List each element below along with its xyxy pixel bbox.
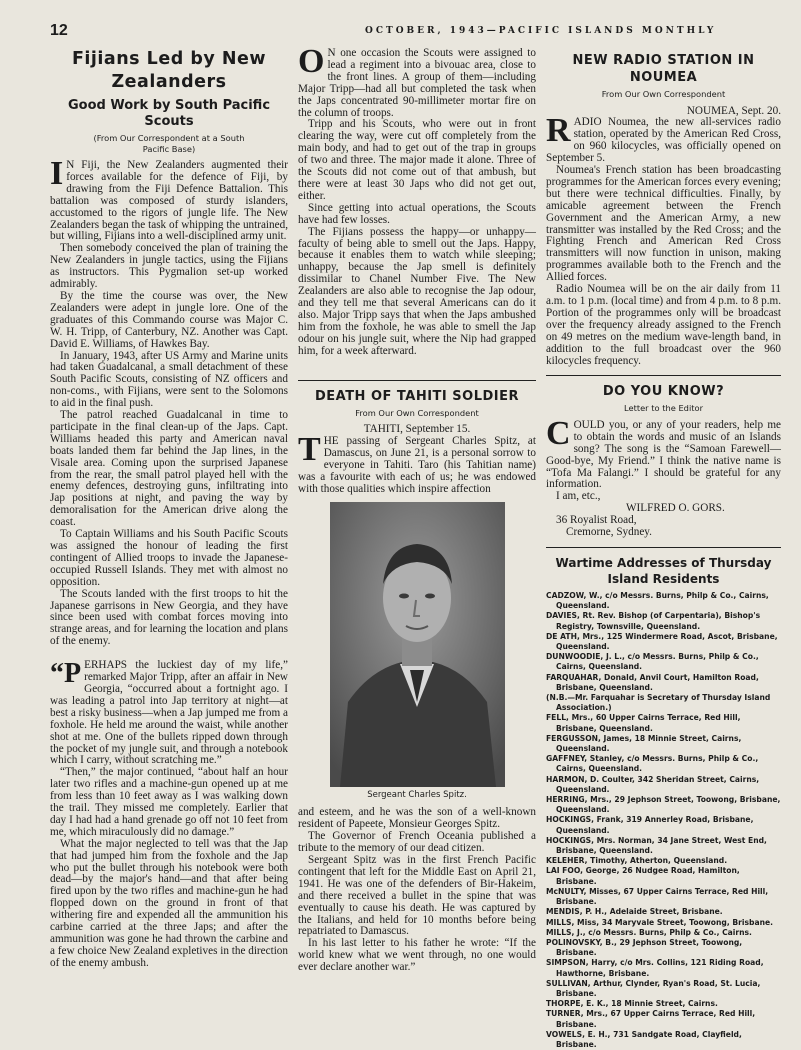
section-rule xyxy=(298,380,536,381)
radio-headline: NEW RADIO STATION IN NOUMEA xyxy=(572,53,755,85)
address-entry: (N.B.—Mr. Farquahar is Secretary of Thursday Island Association.) xyxy=(546,693,771,713)
page-number: 12 xyxy=(50,22,68,39)
tahiti-paragraphs xyxy=(298,831,536,974)
drop-cap: R xyxy=(546,112,571,150)
thursday-headline: Wartime Addresses of Thursday Island Residents xyxy=(555,556,772,586)
address-entry: SULLIVAN, Arthur, Clynder, Ryan's Road, St. Lucia, Brisbane. xyxy=(546,978,761,998)
address-entry: DE ATH, Mrs., 125 Windermere Road, Ascot, Brisbane, Queensland. xyxy=(546,631,778,652)
paragraph: Sergeant Spitz was in the first French Pacific contingent that left for the Middle East on April 21, 1941. He was one of the defenders of Bir-Hakeim, and there received a bullet in the spine that was eventually to cause his death. He was captured by the Italians, and held for 10 months before being repatriated to Damascus. xyxy=(298,854,536,938)
drop-cap: C xyxy=(546,414,571,452)
section-rule xyxy=(546,547,781,548)
paragraph: In his last letter to his father he wrote: “If the world knew what we went through, no one would ever declare another war.” xyxy=(298,937,536,974)
address-list xyxy=(546,591,781,1050)
address-entry: THORPE, E. K., 18 Minnie Street, Cairns. xyxy=(546,999,718,1009)
page-header xyxy=(0,0,801,46)
address-entry: LAI FOO, George, 26 Nudgee Road, Hamilton, Brisbane. xyxy=(546,866,740,886)
radio-byline: From Our Own Correspondent xyxy=(601,89,726,99)
radio-paragraphs xyxy=(546,165,781,367)
drop-cap: I xyxy=(50,155,64,192)
tahiti-byline: From Our Own Correspondent xyxy=(355,407,479,418)
know-headline: DO YOU KNOW? xyxy=(602,384,725,400)
address-entry: FERGUSSON, James, 18 Minnie Street, Cairns, Queensland. xyxy=(546,733,742,754)
fijians-cont-paragraphs xyxy=(298,119,536,357)
column-1 xyxy=(50,48,288,970)
paragraph: The Fijians possess the happy—or unhappy—faculty of being able to smell out the Japs. Happy, because it enables them to watch while sleeping; unhappy, because the Jap smell is definitely dissimilar to Chanel Number Five. The New Zealanders are also able to recognise the Jap odour, and they tell me that several Americans can do it also. Major Tripp says that when the Japs ambushed him from the foxhole, he was able to smell the Jap odour on his jungle suit, where the Nip had grapped him, for a week afterward. xyxy=(298,225,536,357)
fijians-paragraphs xyxy=(50,243,288,648)
address-entry: HOCKINGS, Mrs. Norman, 34 Jane Street, West End, Brisbane, Queensland. xyxy=(546,835,767,856)
fijians-headline: Fijians Led by New Zealanders xyxy=(71,49,267,92)
tahiti-lead-paragraph: THE passing of Sergeant Charles Spitz, at Damascus, on June 21, is a personal sorrow to everyone in Tahiti. Taro (his Tahitian name) was a favourite with each of us; he was endowed with those qualities which inspire affection xyxy=(298,430,536,495)
paragraph: Radio Noumea will be on the air daily from 11 a.m. to 1 p.m. (local time) and from 4 p.m. to 8 p.m. Portion of the programmes only will be broadcast over the frequency already assigned to the French on 49 metres on the medium wave-length band, in addition to the full broadcast over the 960 kilocycles frequency. xyxy=(546,283,781,367)
fijians-lead-paragraph: I N Fiji, the New Zealanders augmented their forces available for the defence of Fiji, by drawing from the Fiji Defence Battalion. This battalion was composed of sturdy islanders, accustomed to the rigors of jungle life. The New Zealanders began the task of whipping the untrained, but willing, Fijians into a well-disciplined army unit. xyxy=(50,155,288,243)
drop-cap: “P xyxy=(50,658,82,690)
column-3 xyxy=(546,48,781,1050)
drop-cap: O xyxy=(298,43,325,80)
know-byline: Letter to the Editor xyxy=(623,403,703,414)
address-entry: FARQUAHAR, Donald, Anvil Court, Hamilton Road, Brisbane, Queensland. xyxy=(546,672,759,692)
paragraph: The Governor of French Oceania published a tribute to the memory of our dead citizen. xyxy=(298,830,536,855)
fijians-subheadline: Good Work by South Pacific Scouts xyxy=(67,98,271,129)
paragraph: What the major neglected to tell was that the Jap that had jumped him from the foxhole and the Jap who put the bullet through his notebook were both dead—by the major's hand—and that after being fired upon by the two rifles and machine-gun he had flopped down on the ground in front of that withering fire and expended all the ammunition his carbine carried at the three Japs; and after the ammunition was gone he had thrown the carbine and a few choice New Zealand expletives in the direction of the enemy ambush. xyxy=(50,837,288,969)
fijians-paragraphs-continued xyxy=(50,767,288,969)
address-entry: McNULTY, Misses, 67 Upper Cairns Terrace, Red Hill, Brisbane. xyxy=(546,886,769,907)
address-entry: CADZOW, W., c/o Messrs. Burns, Philp & Co., Cairns, Queensland. xyxy=(546,591,769,611)
paragraph: By the time the course was over, the New Zealanders were adept in jungle lore. One of the graduates of this Commando course was Major C. W. H. Tripp, of Canterbury, NZ. Another was Capt. David E. Williams, of Hawkes Bay. xyxy=(50,289,288,350)
paragraph: Then somebody conceived the plan of training the New Zealanders in jungle tactics, using the Fijians as instructors. This Pygmalion set-up worked admirably. xyxy=(50,242,288,291)
address-line-2: Cremorne, Sydney. xyxy=(566,526,652,539)
tahiti-dateline: TAHITI, September 15. xyxy=(363,423,471,436)
fijians-byline: (From Our Correspondent at a South Pacific Base) xyxy=(93,133,245,154)
address-entry: MILLS, Miss, 34 Maryvale Street, Toowong, Brisbane. xyxy=(546,917,774,927)
paragraph: The Scouts landed with the first troops to hit the Japanese garrisons in New Georgia, and they have since been used with combat forces moving into strange areas, and for learning the location and plans of the enemy. xyxy=(50,587,288,648)
address-entry: POLINOVSKY, B., 29 Jephson Street, Toowong, Brisbane. xyxy=(546,937,743,958)
address-entry: HOCKINGS, Frank, 319 Annerley Road, Brisbane, Queensland. xyxy=(546,815,754,835)
radio-dateline: NOUMEA, Sept. 20. xyxy=(686,104,781,117)
address-entry: MILLS, J., c/o Messrs. Burns, Philp & Co., Cairns. xyxy=(546,927,752,937)
tahiti-headline: DEATH OF TAHITI SOLDIER xyxy=(314,388,520,404)
signature: WILFRED O. GORS. xyxy=(626,502,725,515)
address-entry: GAFFNEY, Stanley, c/o Messrs. Burns, Philp & Co., Cairns, Queensland. xyxy=(546,754,759,774)
sign-off: I am, etc., xyxy=(556,490,601,503)
portrait-illustration xyxy=(330,502,505,787)
fijians-second-section: “PERHAPS the luckiest day of my life,” remarked Major Tripp, after an affair in New Georgia, “occurred about a fortnight ago. I was leading a patrol into Jap territory at night—at best a risky business—when a Jap jumped me from a foxhole. He held me around the waist, while another shot at me. One of the bullets ripped down through the pocket of my jungle suit, and through a notebook which I carry, without scratching me.” xyxy=(50,658,288,767)
drop-cap: T xyxy=(298,430,321,468)
address-entry: DAVIES, Rt. Rev. Bishop (of Carpentaria), Bishop's Registry, Townsville, Queensland. xyxy=(546,611,761,631)
address-line-1: 36 Royalist Road, xyxy=(556,514,637,527)
address-entry: FELL, Mrs., 60 Upper Cairns Terrace, Red Hill, Brisbane, Queensland. xyxy=(546,713,741,733)
section-rule xyxy=(546,375,781,376)
paragraph: The patrol reached Guadalcanal in time to participate in the final clean-up of the Japs. Capt. Williams headed this party and American naval boats landed them far behind the Jap lines, in the Visale area. Coming upon the surprised Japanese from the rear, the small patrol played hell with the enemy defences, destroying guns, infiltrating into Jap positions at night, and paving the way by demoralisation for the American drive along the coast. xyxy=(50,409,288,529)
portrait-photo xyxy=(330,502,505,787)
paragraph: In January, 1943, after US Army and Marine units had taken Guadalcanal, a small detachment of these South Pacific Scouts, consisting of NZ officers and non-coms., with Fijians, were sent to the Solomons to aid in the final push. xyxy=(50,349,288,410)
paragraph: Noumea's French station has been broadcasting programmes for the American forces every evening; but there were technical difficulties. Finally, by amicable agreement between the French Government and the American Army, a new transmitter was installed by the Red Cross; and the Fighting French and American Red Cross transmitters will now function in unison, making programmes available both to the French and the Allied forces. xyxy=(546,164,781,284)
address-entry: VOWELS, E. H., 731 Sandgate Road, Clayfield, Brisbane. xyxy=(546,1029,742,1049)
column-2 xyxy=(298,43,536,974)
paragraph: To Captain Williams and his South Pacific Scouts was assigned the honour of leading the first contingent of Allied troops to invade the Japanese-occupied Russell Islands. They met with almost no opposition. xyxy=(50,528,288,588)
photo-caption: Sergeant Charles Spitz. xyxy=(367,789,467,800)
running-title: OCTOBER, 1943—PACIFIC ISLANDS MONTHLY xyxy=(365,26,717,36)
paragraph: Since getting into actual operations, the Scouts have had few losses. xyxy=(298,201,536,226)
address-entry: HARMON, D. Coulter, 342 Sheridan Street, Cairns, Queensland. xyxy=(546,774,760,794)
know-letter: COULD you, or any of your readers, help me to obtain the words and music of an Islands song? The song is the “Samoan Farewell—Good-bye, My Friend.” I think the native name is “Tofa Ma Falangi.” I should be grateful for any information. xyxy=(546,414,781,491)
paragraph: Tripp and his Scouts, who were out in front clearing the way, were cut off completely from the main body, and had to get out of the trap in groups of two and three. The major made it alone. Three of the Scouts did not come out of that ambush, but there were at least 30 Japs who did not get out, either. xyxy=(298,118,536,202)
address-entry: HERRING, Mrs., 29 Jephson Street, Toowong, Brisbane, Queensland. xyxy=(546,795,781,815)
fijians-cont-lead: O N one occasion the Scouts were assigned to lead a regiment into a bivouac area, close to the front lines. A group of them—including Major Tripp—had all but completed the task when the Japs concentrated 90-millimeter mortar fire on the column of troops. xyxy=(298,43,536,119)
address-entry: KELEHER, Timothy, Atherton, Queensland. xyxy=(546,856,728,866)
paragraph: “Then,” the major continued, “about half an hour later two rifles and a machine-gun opened up at me from less than 10 feet away as I was walking down the trail. They missed me completely. Earlier that day I had had a hand grenade go off not 10 feet from me, which miraculously did no damage.” xyxy=(50,766,288,838)
address-entry: TURNER, Mrs., 67 Upper Cairns Terrace, Red Hill, Brisbane. xyxy=(546,1009,756,1029)
tahiti-cont-paragraph: and esteem, and he was the son of a well-known resident of Papeete, Monsieur Georges Spitz. xyxy=(298,806,536,831)
address-entry: MENDIS, P. H., Adelaide Street, Brisbane. xyxy=(546,907,723,917)
address-entry: SIMPSON, Harry, c/o Mrs. Collins, 121 Riding Road, Hawthorne, Brisbane. xyxy=(546,958,764,978)
address-entry: DUNWOODIE, J. L., c/o Messrs. Burns, Philp & Co., Cairns, Queensland. xyxy=(546,652,759,672)
radio-lead-paragraph: RADIO Noumea, the new all-services radio station, operated by the American Red Cross, on 960 kilocycles, was officially opened on September 5. xyxy=(546,112,781,165)
